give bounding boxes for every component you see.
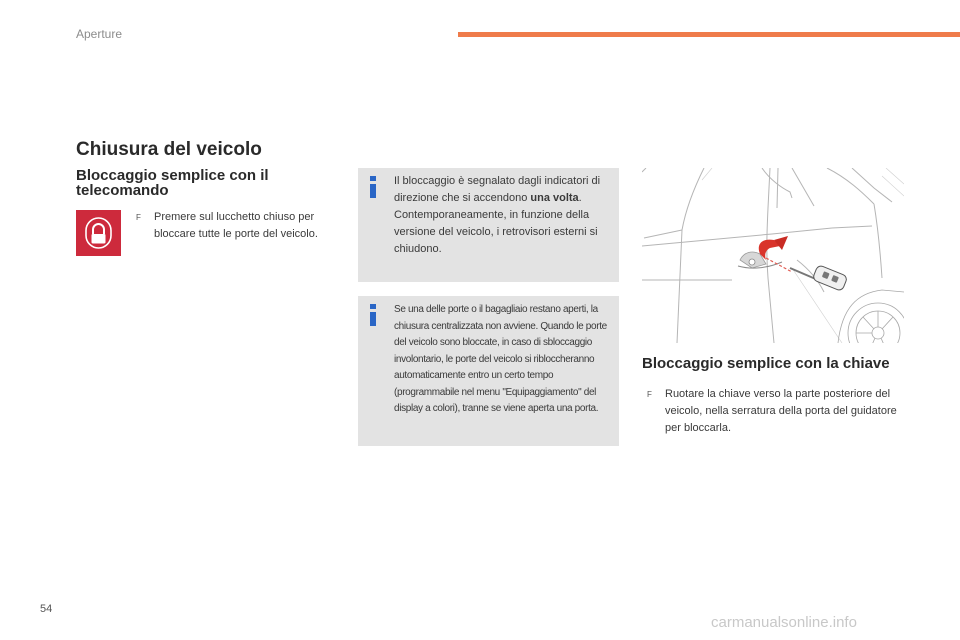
info-text-signal [394,173,613,258]
remote-instruction [136,209,320,243]
key-heading: Bloccaggio semplice con la chiave [642,355,890,372]
watermark: carmanualsonline.info [711,614,857,631]
bullet-marker: F [647,390,652,399]
page-title: Chiusura del veicolo [76,139,262,160]
remote-lock-button [76,210,121,256]
header-accent-bar [458,32,960,37]
closed-padlock-icon [76,210,121,256]
info-text-part: . [578,192,582,204]
info-text-bold: una volta [530,192,579,204]
car-door-key-illustration [642,168,904,343]
info-box-relock [358,296,619,446]
key-instruction-text: Ruotare la chiave verso la parte posteriore del veicolo, nella serratura della porta del guidatore per bloccarla. [665,388,897,434]
remote-instruction-text: Premere sul lucchetto chiuso per bloccare tutte le porte del veicolo. [154,211,318,240]
key-instruction [647,386,915,437]
info-text-relock: Se una delle porte o il bagagliaio restano aperti, la chiusura centralizzata non avviene. Quando le porte del veicolo sono bloccate, in caso di sbloccaggio involontario, le porte del veicolo si ribloccheranno automaticamente entro un certo tempo (programmabile nel menu "Equipaggiamento" del display a colori), tranne se viene aperta una porta. [394,304,607,414]
section-header: Aperture [76,27,123,41]
info-text-part: Contemporaneamente, in funzione della versione del veicolo, i retrovisori esterni si chiudono. [394,209,598,255]
info-icon [370,176,376,198]
remote-heading: Bloccaggio semplice con il telecomando [76,167,269,199]
info-text-part: Il bloccaggio è segnalato dagli indicatori di direzione che si accendono [394,175,601,204]
info-icon [370,304,376,326]
page-number: 54 [40,603,53,615]
bullet-marker: F [136,213,141,222]
info-box-signal [358,168,619,282]
